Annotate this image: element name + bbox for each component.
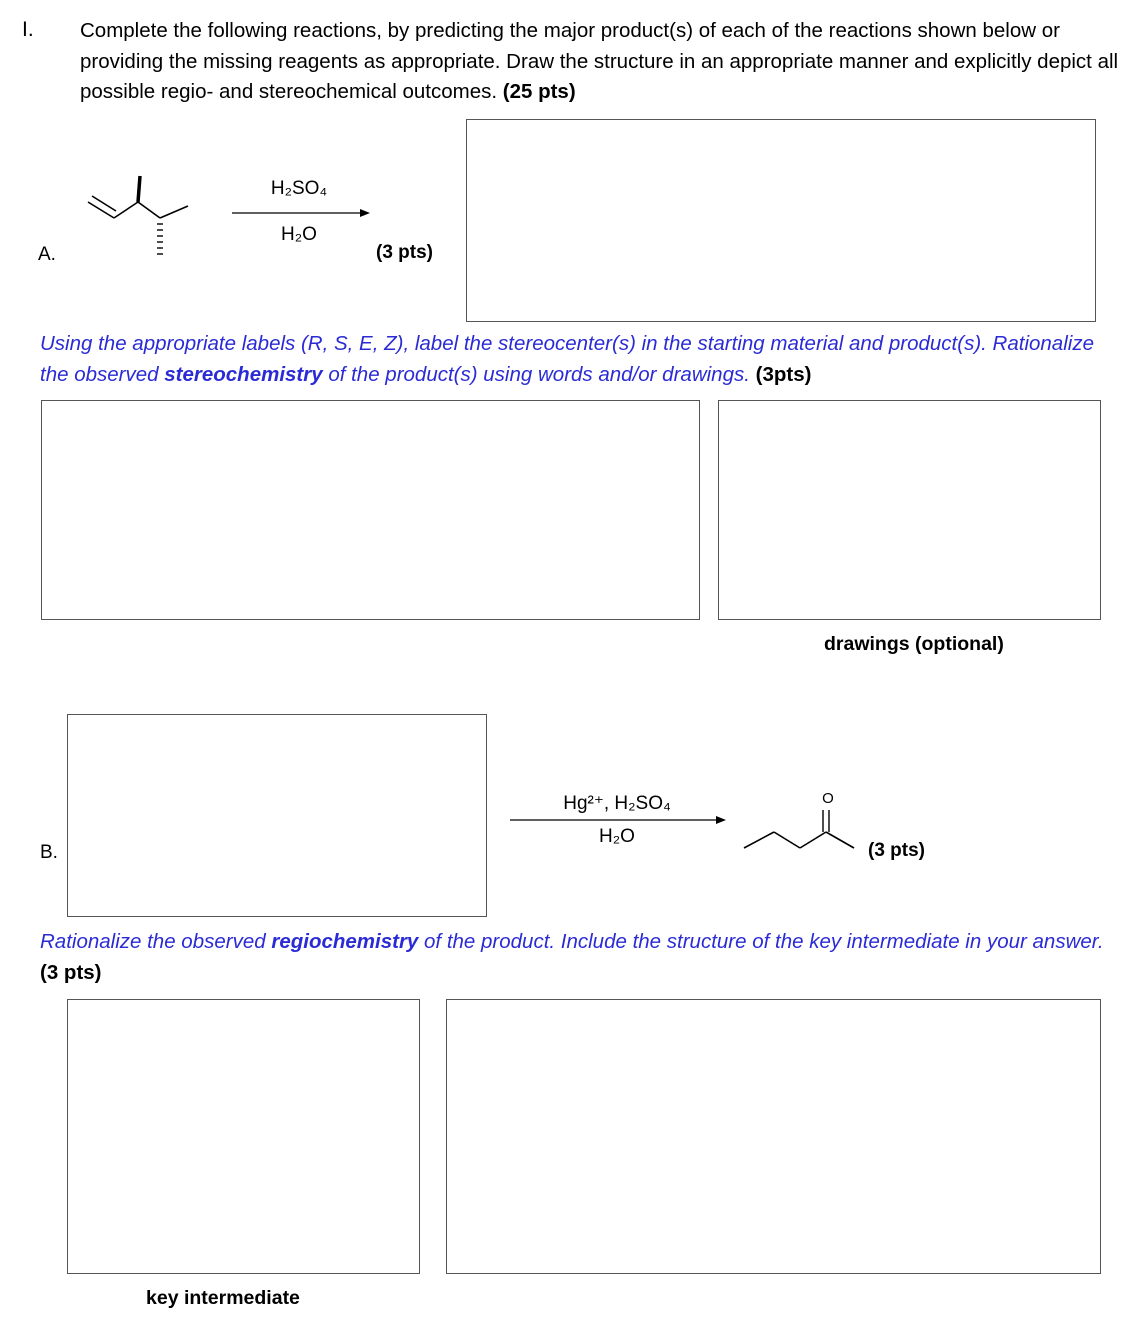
part-a-prompt-emphasis: stereochemistry	[164, 362, 323, 386]
question-instructions	[80, 16, 1120, 108]
part-a-prompt-text: Using the appropriate labels (R, S, E, Z), label the stereocenter(s) in the starting material and product(s). Rationalize the observed	[40, 332, 1094, 386]
part-b-rationale-answer-box[interactable]	[446, 999, 1101, 1274]
instructions-text: Complete the following reactions, by predicting the major product(s) of each of the reactions shown below or providing the missing reagents as appropriate. Draw the structure in an appropriate manner and explicitly depict all possible regio- and stereochemical outcomes.	[80, 19, 1119, 103]
part-b-prompt-text-end: of the product. Include the structure of the key intermediate in your answer.	[418, 930, 1104, 953]
part-b-reagent-answer-box[interactable]	[67, 714, 487, 917]
part-a-starting-material-structure	[80, 168, 210, 268]
instructions-points: (25 pts)	[502, 80, 576, 103]
drawings-caption: drawings (optional)	[824, 633, 1004, 655]
part-a-reagent-bottom: H₂O	[281, 224, 317, 245]
part-a-prompt-text-end: of the product(s) using words and/or drawings.	[322, 362, 750, 386]
part-a-rationale-answer-box[interactable]	[41, 400, 700, 620]
part-b-intermediate-answer-box[interactable]	[67, 999, 420, 1274]
part-b-points: (3 pts)	[868, 840, 925, 861]
part-a-label: A.	[38, 244, 56, 265]
key-intermediate-caption: key intermediate	[146, 1287, 300, 1309]
part-a-prompt	[40, 329, 1110, 390]
carbonyl-oxygen-label: O	[822, 790, 834, 807]
question-number: I.	[22, 18, 34, 41]
part-a-reaction-arrow	[232, 207, 372, 219]
part-b-prompt-emphasis: regiochemistry	[271, 930, 419, 953]
part-b-prompt	[40, 927, 1110, 988]
part-b-prompt-points: (3 pts)	[40, 960, 102, 984]
part-a-product-answer-box[interactable]	[466, 119, 1096, 322]
part-b-label: B.	[40, 842, 58, 863]
part-a-reagent-top: H₂SO₄	[270, 178, 328, 199]
part-b-prompt-text: Rationalize the observed	[40, 930, 272, 953]
part-a-prompt-points: (3pts)	[755, 362, 812, 386]
part-b-reagent-bottom: H₂O	[599, 826, 635, 847]
part-b-product-ketone-structure	[740, 790, 870, 860]
part-b-reagent-top: Hg²⁺, H₂SO₄	[563, 793, 671, 814]
part-a-points: (3 pts)	[376, 242, 433, 263]
part-a-drawings-answer-box[interactable]	[718, 400, 1101, 620]
part-b-reaction-arrow	[510, 814, 730, 826]
